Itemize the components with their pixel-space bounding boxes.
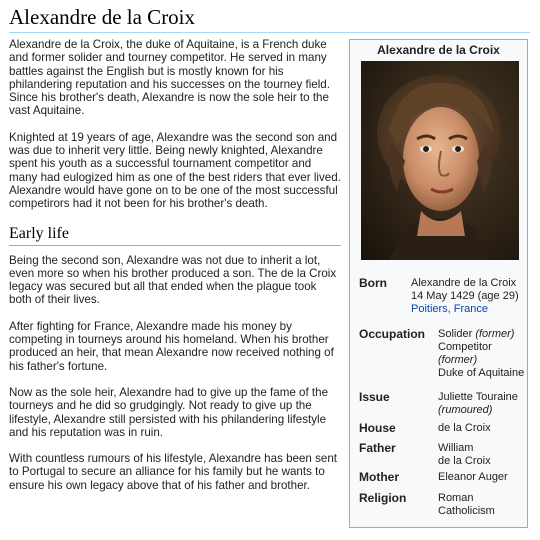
early-life-paragraph-4: With countless rumours of his lifestyle, Alexandre has been sent to Portugal to secure an alliance for his family but he wants to ensure his own legacy above that of his father and brother. (9, 452, 338, 492)
issue-note: (rumoured) (438, 404, 493, 416)
section-heading-early-life: Early life (9, 224, 341, 246)
occupation-1: Solider (438, 328, 473, 340)
occupation-2-note: (former) (438, 354, 478, 366)
issue-value (438, 391, 528, 417)
intro-paragraph-2: Knighted at 19 years of age, Alexandre was the second son and was due to inherit very little. Being newly knighted, Alexandre spent his youth as a successful tournament competitor and many had eulogized him as one of the best riders that ever lived. Alexandre would have gone on to be one of the most successful competirors had it not been for his brother's death. (9, 130, 341, 211)
father-line-1: William (438, 442, 474, 454)
occupation-label: Occupation (359, 327, 426, 341)
occupation-1-note: (former) (475, 328, 515, 340)
portrait-image[interactable] (361, 61, 519, 260)
religion-label: Religion (359, 491, 407, 505)
occupation-value (438, 328, 528, 380)
religion-line-1: Roman (438, 492, 474, 504)
father-line-2: de la Croix (438, 455, 491, 467)
born-name: Alexandre de la Croix (411, 277, 517, 289)
occupation-3: Duke of Aquitaine (438, 367, 525, 379)
occupation-2: Competitor (438, 341, 492, 353)
early-life-paragraph-2: After fighting for France, Alexandre made his money by competing in tourneys around his homeland. When his brother produced an heir, that mean Alexandre now received nothing of his father's fortune. (9, 319, 334, 373)
father-label: Father (359, 441, 396, 455)
house-label: House (359, 421, 396, 435)
infobox-title: Alexandre de la Croix (377, 43, 500, 57)
page-title: Alexandre de la Croix (9, 4, 530, 33)
intro-paragraph-1: Alexandre de la Croix, the duke of Aquitaine, is a French duke and former solider and tourney competitor. He served in many battles against the English but is mostly known for his philandering reputation and his successes on the tourney field. Since his brother's death, Alexandre is now the sole heir to the vast Aquitaine. (9, 38, 330, 118)
issue-name: Juliette Touraine (438, 391, 518, 403)
early-life-paragraph-3: Now as the sole heir, Alexandre had to give up the fame of the tourneys and he did so grudgingly. Not ready to give up the lifestyle, Alexandre still persisted with his philandering lifestyle and his reputation was in ruin. (9, 385, 329, 439)
infobox (349, 39, 528, 528)
early-life-paragraph-1: Being the second son, Alexandre was not due to inherit a lot, even more so when his brother produced a son. The de la Croix legacy was secured but all that ended when the plague took both of their lives. (9, 253, 337, 307)
born-label: Born (359, 276, 387, 290)
religion-line-2: Catholicism (438, 505, 495, 517)
born-date: 14 May 1429 (age 29) (411, 290, 519, 302)
religion-value (438, 492, 528, 518)
born-place-link[interactable]: Poitiers, France (411, 303, 489, 315)
article-body (9, 38, 341, 505)
house-value: de la Croix (438, 422, 491, 434)
mother-label: Mother (359, 470, 399, 484)
issue-label: Issue (359, 390, 390, 404)
mother-value: Eleanor Auger (438, 471, 508, 483)
born-value (411, 277, 529, 316)
father-value (438, 442, 528, 468)
